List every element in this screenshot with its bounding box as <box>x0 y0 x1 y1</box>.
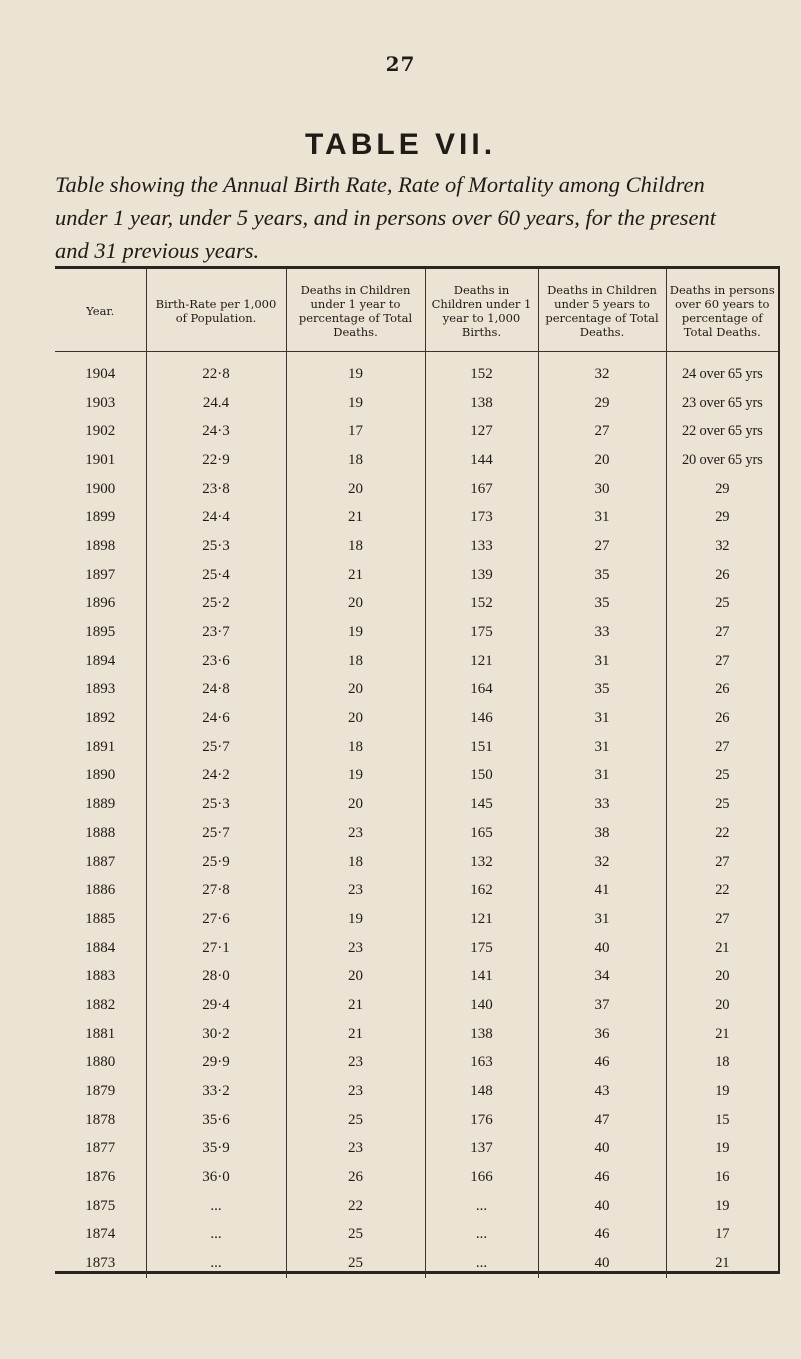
deaths-under-1-per-1000-cell: 137 <box>425 1135 538 1164</box>
birth-rate-cell: ... <box>146 1249 286 1278</box>
table-row <box>55 1049 778 1078</box>
table-row <box>55 962 778 991</box>
deaths-over-60-pct-cell: 17 <box>666 1221 778 1250</box>
deaths-under-5-pct-cell: 31 <box>538 762 666 791</box>
header-deaths-under-1-per-1000-births: Deaths in Children under 1 year to 1,000 Births. <box>425 269 538 352</box>
deaths-over-60-pct-cell: 20 <box>666 962 778 991</box>
deaths-under-1-per-1000-cell: 132 <box>425 848 538 877</box>
deaths-under-5-pct-cell: 38 <box>538 819 666 848</box>
table-row <box>55 1106 778 1135</box>
deaths-under-1-pct-cell: 18 <box>286 446 425 475</box>
deaths-under-1-pct-cell: 18 <box>286 532 425 561</box>
deaths-under-1-pct-cell: 19 <box>286 905 425 934</box>
year-cell: 1877 <box>85 1140 116 1157</box>
birth-rate-cell: ... <box>146 1192 286 1221</box>
deaths-under-1-per-1000-cell: 165 <box>425 819 538 848</box>
deaths-under-1-pct-cell: 23 <box>286 934 425 963</box>
deaths-under-5-pct-cell: 31 <box>538 733 666 762</box>
deaths-under-5-pct-cell: 46 <box>538 1163 666 1192</box>
deaths-under-1-per-1000-cell: 145 <box>425 790 538 819</box>
birth-rate-cell: 24.4 <box>146 389 286 418</box>
year-cell: 1878 <box>85 1111 116 1128</box>
deaths-over-60-pct-cell: 19 <box>666 1192 778 1221</box>
deaths-over-60-pct-cell: 32 <box>666 532 778 561</box>
table-row <box>55 417 778 446</box>
deaths-under-1-per-1000-cell: 164 <box>425 676 538 705</box>
year-cell: 1887 <box>85 853 116 870</box>
deaths-under-1-per-1000-cell: 152 <box>425 590 538 619</box>
table-row <box>55 876 778 905</box>
table-row <box>55 590 778 619</box>
deaths-under-1-per-1000-cell: 144 <box>425 446 538 475</box>
deaths-under-1-per-1000-cell: 146 <box>425 704 538 733</box>
year-cell: 1881 <box>85 1025 116 1042</box>
year-cell: 1897 <box>85 566 116 583</box>
table-row <box>55 503 778 532</box>
deaths-under-5-pct-cell: 31 <box>538 647 666 676</box>
table-row <box>55 1249 778 1278</box>
deaths-under-1-pct-cell: 20 <box>286 590 425 619</box>
deaths-under-1-pct-cell: 23 <box>286 1077 425 1106</box>
birth-rate-cell: 28·0 <box>146 962 286 991</box>
table-row <box>55 733 778 762</box>
birth-rate-cell: 23·8 <box>146 475 286 504</box>
deaths-under-1-pct-cell: 18 <box>286 647 425 676</box>
deaths-under-1-pct-cell: 19 <box>286 762 425 791</box>
deaths-under-5-pct-cell: 36 <box>538 1020 666 1049</box>
deaths-under-5-pct-cell: 34 <box>538 962 666 991</box>
year-cell: 1899 <box>85 509 116 526</box>
table-body <box>55 352 778 1279</box>
table-row <box>55 360 778 389</box>
deaths-over-60-pct-cell: 19 <box>666 1077 778 1106</box>
deaths-under-1-per-1000-cell: ... <box>425 1192 538 1221</box>
deaths-over-60-pct-cell: 25 <box>666 590 778 619</box>
deaths-under-1-per-1000-cell: 151 <box>425 733 538 762</box>
deaths-under-5-pct-cell: 35 <box>538 561 666 590</box>
deaths-over-60-pct-cell: 29 <box>666 475 778 504</box>
deaths-over-60-pct-cell: 26 <box>666 676 778 705</box>
table-row <box>55 848 778 877</box>
deaths-under-5-pct-cell: 41 <box>538 876 666 905</box>
deaths-over-60-pct-cell: 26 <box>666 704 778 733</box>
year-cell: 1879 <box>85 1083 116 1100</box>
table-row <box>55 991 778 1020</box>
deaths-under-1-per-1000-cell: 173 <box>425 503 538 532</box>
year-cell: 1898 <box>85 537 116 554</box>
deaths-under-5-pct-cell: 32 <box>538 848 666 877</box>
birth-rate-cell: 30·2 <box>146 1020 286 1049</box>
deaths-under-5-pct-cell: 40 <box>538 1135 666 1164</box>
birth-rate-cell: 25·2 <box>146 590 286 619</box>
table-row <box>55 704 778 733</box>
deaths-over-60-pct-cell: 27 <box>666 848 778 877</box>
deaths-under-5-pct-cell: 32 <box>538 360 666 389</box>
deaths-over-60-pct-cell: 27 <box>666 618 778 647</box>
page-number: 27 <box>385 52 416 76</box>
deaths-under-5-pct-cell: 46 <box>538 1221 666 1250</box>
deaths-under-5-pct-cell: 31 <box>538 905 666 934</box>
birth-rate-cell: 22·9 <box>146 446 286 475</box>
year-cell: 1884 <box>85 939 116 956</box>
birth-rate-cell: 33·2 <box>146 1077 286 1106</box>
deaths-under-1-per-1000-cell: ... <box>425 1249 538 1278</box>
table-row <box>55 1020 778 1049</box>
deaths-under-1-pct-cell: 23 <box>286 876 425 905</box>
table-row <box>55 1163 778 1192</box>
birth-rate-cell: 24·2 <box>146 762 286 791</box>
deaths-over-60-pct-cell: 22 <box>666 876 778 905</box>
table-row <box>55 647 778 676</box>
table-row <box>55 1135 778 1164</box>
deaths-under-5-pct-cell: 46 <box>538 1049 666 1078</box>
header-deaths-under-1-pct: Deaths in Children under 1 year to percentage of Total Deaths. <box>286 269 425 352</box>
deaths-under-1-pct-cell: 19 <box>286 360 425 389</box>
deaths-under-1-pct-cell: 23 <box>286 819 425 848</box>
deaths-under-5-pct-cell: 33 <box>538 790 666 819</box>
deaths-under-1-per-1000-cell: 121 <box>425 647 538 676</box>
header-spacer-row <box>55 352 778 361</box>
birth-rate-cell: 25·7 <box>146 733 286 762</box>
table-row <box>55 618 778 647</box>
birth-rate-cell: 22·8 <box>146 360 286 389</box>
deaths-under-5-pct-cell: 27 <box>538 532 666 561</box>
deaths-under-1-pct-cell: 23 <box>286 1049 425 1078</box>
year-cell: 1896 <box>85 595 116 612</box>
deaths-under-1-pct-cell: 21 <box>286 991 425 1020</box>
table-header-row <box>55 269 778 352</box>
deaths-under-5-pct-cell: 40 <box>538 934 666 963</box>
deaths-over-60-pct-cell: 19 <box>666 1135 778 1164</box>
deaths-under-5-pct-cell: 31 <box>538 503 666 532</box>
table-row <box>55 676 778 705</box>
table-row <box>55 1192 778 1221</box>
deaths-over-60-pct-cell: 15 <box>666 1106 778 1135</box>
year-cell: 1883 <box>85 968 116 985</box>
deaths-under-1-per-1000-cell: 163 <box>425 1049 538 1078</box>
deaths-under-1-pct-cell: 21 <box>286 1020 425 1049</box>
mortality-table <box>55 269 778 1278</box>
deaths-under-1-per-1000-cell: 152 <box>425 360 538 389</box>
deaths-under-1-per-1000-cell: 138 <box>425 1020 538 1049</box>
deaths-under-5-pct-cell: 20 <box>538 446 666 475</box>
deaths-under-5-pct-cell: 30 <box>538 475 666 504</box>
year-cell: 1902 <box>85 423 116 440</box>
deaths-under-5-pct-cell: 40 <box>538 1192 666 1221</box>
deaths-under-1-per-1000-cell: 150 <box>425 762 538 791</box>
birth-rate-cell: 25·4 <box>146 561 286 590</box>
birth-rate-cell: ... <box>146 1221 286 1250</box>
deaths-under-1-pct-cell: 25 <box>286 1221 425 1250</box>
birth-rate-cell: 29·4 <box>146 991 286 1020</box>
deaths-under-1-per-1000-cell: 141 <box>425 962 538 991</box>
birth-rate-cell: 24·4 <box>146 503 286 532</box>
table-row <box>55 1077 778 1106</box>
year-cell: 1882 <box>85 996 116 1013</box>
birth-rate-cell: 24·3 <box>146 417 286 446</box>
table-row <box>55 819 778 848</box>
year-cell: 1890 <box>85 767 116 784</box>
table-row <box>55 389 778 418</box>
deaths-under-1-pct-cell: 20 <box>286 704 425 733</box>
year-cell: 1895 <box>85 624 116 641</box>
deaths-over-60-pct-cell: 27 <box>666 733 778 762</box>
year-cell: 1874 <box>85 1226 116 1243</box>
deaths-under-5-pct-cell: 29 <box>538 389 666 418</box>
deaths-under-1-pct-cell: 19 <box>286 389 425 418</box>
deaths-under-1-per-1000-cell: 127 <box>425 417 538 446</box>
table-row <box>55 905 778 934</box>
deaths-under-5-pct-cell: 47 <box>538 1106 666 1135</box>
header-deaths-over-60-pct: Deaths in persons over 60 years to percentage of Total Deaths. <box>666 269 778 352</box>
deaths-under-1-per-1000-cell: 148 <box>425 1077 538 1106</box>
birth-rate-cell: 25·3 <box>146 790 286 819</box>
birth-rate-cell: 35·9 <box>146 1135 286 1164</box>
deaths-under-1-per-1000-cell: 121 <box>425 905 538 934</box>
deaths-under-1-pct-cell: 21 <box>286 561 425 590</box>
deaths-under-1-pct-cell: 23 <box>286 1135 425 1164</box>
deaths-under-1-per-1000-cell: 138 <box>425 389 538 418</box>
year-cell: 1886 <box>85 882 116 899</box>
table-caption: Table showing the Annual Birth Rate, Rate of Mortality among Children under 1 year, under 5 years, and in persons over 60 years, for the present and 31 previous years. <box>55 172 716 263</box>
header-birth-rate: Birth-Rate per 1,000 of Population. <box>146 269 286 352</box>
deaths-under-5-pct-cell: 33 <box>538 618 666 647</box>
deaths-under-5-pct-cell: 40 <box>538 1249 666 1278</box>
deaths-under-1-per-1000-cell: 166 <box>425 1163 538 1192</box>
deaths-under-1-per-1000-cell: 133 <box>425 532 538 561</box>
table-row <box>55 532 778 561</box>
year-cell: 1889 <box>85 796 116 813</box>
deaths-under-1-pct-cell: 26 <box>286 1163 425 1192</box>
deaths-under-1-per-1000-cell: ... <box>425 1221 538 1250</box>
deaths-under-1-per-1000-cell: 140 <box>425 991 538 1020</box>
deaths-under-1-pct-cell: 25 <box>286 1249 425 1278</box>
deaths-over-60-pct-cell: 25 <box>666 790 778 819</box>
deaths-over-60-pct-cell: 18 <box>666 1049 778 1078</box>
table-row <box>55 934 778 963</box>
year-cell: 1901 <box>85 451 116 468</box>
birth-rate-cell: 27·6 <box>146 905 286 934</box>
table-row <box>55 790 778 819</box>
year-cell: 1904 <box>85 365 116 382</box>
deaths-under-1-per-1000-cell: 162 <box>425 876 538 905</box>
year-cell: 1873 <box>85 1255 116 1272</box>
year-cell: 1894 <box>85 652 116 669</box>
deaths-over-60-pct-cell: 20 <box>666 991 778 1020</box>
deaths-under-1-pct-cell: 20 <box>286 962 425 991</box>
deaths-under-1-per-1000-cell: 175 <box>425 618 538 647</box>
deaths-under-5-pct-cell: 27 <box>538 417 666 446</box>
year-cell: 1888 <box>85 824 116 841</box>
deaths-over-60-pct-cell: 24 over 65 yrs <box>666 360 778 389</box>
year-cell: 1885 <box>85 910 116 927</box>
birth-rate-cell: 29·9 <box>146 1049 286 1078</box>
deaths-under-1-pct-cell: 17 <box>286 417 425 446</box>
birth-rate-cell: 35·6 <box>146 1106 286 1135</box>
birth-rate-cell: 25·7 <box>146 819 286 848</box>
deaths-under-1-per-1000-cell: 175 <box>425 934 538 963</box>
birth-rate-cell: 24·8 <box>146 676 286 705</box>
deaths-under-1-pct-cell: 18 <box>286 848 425 877</box>
table-row <box>55 1221 778 1250</box>
birth-rate-cell: 23·6 <box>146 647 286 676</box>
deaths-over-60-pct-cell: 16 <box>666 1163 778 1192</box>
table-row <box>55 446 778 475</box>
header-deaths-under-5-pct: Deaths in Children under 5 years to percentage of Total Deaths. <box>538 269 666 352</box>
deaths-over-60-pct-cell: 21 <box>666 1249 778 1278</box>
header-year: Year. <box>55 269 146 352</box>
birth-rate-cell: 23·7 <box>146 618 286 647</box>
table-title: TABLE VII. <box>304 128 497 161</box>
deaths-under-5-pct-cell: 43 <box>538 1077 666 1106</box>
table-row <box>55 762 778 791</box>
deaths-over-60-pct-cell: 21 <box>666 934 778 963</box>
birth-rate-cell: 27·8 <box>146 876 286 905</box>
year-cell: 1876 <box>85 1169 116 1186</box>
year-cell: 1880 <box>85 1054 116 1071</box>
birth-rate-cell: 25·9 <box>146 848 286 877</box>
deaths-under-1-pct-cell: 18 <box>286 733 425 762</box>
deaths-under-1-per-1000-cell: 176 <box>425 1106 538 1135</box>
birth-rate-cell: 24·6 <box>146 704 286 733</box>
year-cell: 1893 <box>85 681 116 698</box>
deaths-under-1-pct-cell: 20 <box>286 475 425 504</box>
birth-rate-cell: 25·3 <box>146 532 286 561</box>
deaths-under-5-pct-cell: 35 <box>538 676 666 705</box>
deaths-under-1-pct-cell: 25 <box>286 1106 425 1135</box>
deaths-over-60-pct-cell: 23 over 65 yrs <box>666 389 778 418</box>
year-cell: 1900 <box>85 480 116 497</box>
year-cell: 1875 <box>85 1197 116 1214</box>
deaths-over-60-pct-cell: 27 <box>666 647 778 676</box>
mortality-table-frame <box>55 266 780 1274</box>
table-row <box>55 475 778 504</box>
deaths-over-60-pct-cell: 22 <box>666 819 778 848</box>
deaths-over-60-pct-cell: 20 over 65 yrs <box>666 446 778 475</box>
deaths-under-1-pct-cell: 20 <box>286 790 425 819</box>
year-cell: 1903 <box>85 394 116 411</box>
deaths-under-1-pct-cell: 20 <box>286 676 425 705</box>
deaths-under-1-pct-cell: 21 <box>286 503 425 532</box>
deaths-over-60-pct-cell: 21 <box>666 1020 778 1049</box>
deaths-over-60-pct-cell: 25 <box>666 762 778 791</box>
deaths-over-60-pct-cell: 27 <box>666 905 778 934</box>
table-row <box>55 561 778 590</box>
deaths-under-1-per-1000-cell: 167 <box>425 475 538 504</box>
deaths-under-5-pct-cell: 31 <box>538 704 666 733</box>
deaths-under-1-per-1000-cell: 139 <box>425 561 538 590</box>
deaths-under-5-pct-cell: 37 <box>538 991 666 1020</box>
deaths-over-60-pct-cell: 26 <box>666 561 778 590</box>
deaths-under-1-pct-cell: 22 <box>286 1192 425 1221</box>
year-cell: 1891 <box>85 738 116 755</box>
deaths-under-1-pct-cell: 19 <box>286 618 425 647</box>
birth-rate-cell: 27·1 <box>146 934 286 963</box>
deaths-over-60-pct-cell: 22 over 65 yrs <box>666 417 778 446</box>
deaths-over-60-pct-cell: 29 <box>666 503 778 532</box>
deaths-under-5-pct-cell: 35 <box>538 590 666 619</box>
year-cell: 1892 <box>85 710 116 727</box>
birth-rate-cell: 36·0 <box>146 1163 286 1192</box>
